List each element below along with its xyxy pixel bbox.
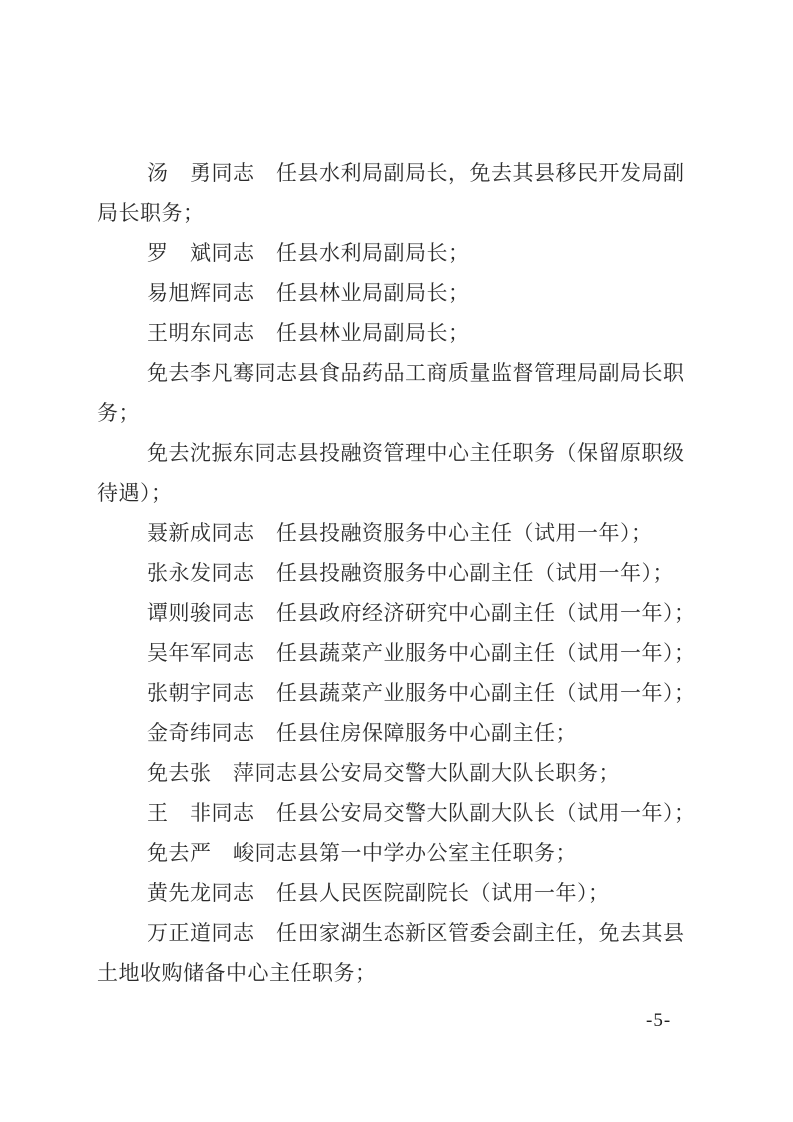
document-line: 土地收购储备中心主任职务； bbox=[97, 961, 377, 985]
document-line: 免去严 峻同志县第一中学办公室主任职务； bbox=[147, 841, 577, 865]
document-line: 局长职务； bbox=[97, 201, 205, 225]
document-line: 聂新成同志 任县投融资服务中心主任（试用一年）； bbox=[147, 521, 653, 545]
document-line: 易旭辉同志 任县林业局副局长； bbox=[147, 281, 470, 305]
document-line: 务； bbox=[97, 401, 140, 425]
document-line: 免去张 萍同志县公安局交警大队副大队长职务； bbox=[147, 761, 620, 785]
document-line: 张朝宇同志 任县蔬菜产业服务中心副主任（试用一年）； bbox=[147, 681, 696, 705]
document-line: 免去沈振东同志县投融资管理中心主任职务（保留原职级 bbox=[147, 441, 685, 465]
document-line: 罗 斌同志 任县水利局副局长； bbox=[147, 241, 470, 265]
document-line: 免去李凡骞同志县食品药品工商质量监督管理局副局长职 bbox=[147, 361, 685, 385]
document-line: 待遇）； bbox=[97, 481, 173, 505]
document-line: 万正道同志 任田家湖生态新区管委会副主任，免去其县 bbox=[147, 921, 685, 945]
document-line: 王 非同志 任县公安局交警大队副大队长（试用一年）； bbox=[147, 801, 696, 825]
document-body bbox=[97, 153, 697, 993]
document-line: 张永发同志 任县投融资服务中心副主任（试用一年）； bbox=[147, 561, 674, 585]
document-line: 金奇纬同志 任县住房保障服务中心副主任； bbox=[147, 721, 577, 745]
document-line: 吴年军同志 任县蔬菜产业服务中心副主任（试用一年）； bbox=[147, 641, 696, 665]
document-line: 谭则骏同志 任县政府经济研究中心副主任（试用一年）； bbox=[147, 601, 696, 625]
document-line: 汤 勇同志 任县水利局副局长，免去其县移民开发局副 bbox=[147, 161, 685, 185]
document-line: 王明东同志 任县林业局副局长； bbox=[147, 321, 470, 345]
document-line: 黄先龙同志 任县人民医院副院长（试用一年）； bbox=[147, 881, 610, 905]
page-number: -5- bbox=[646, 1010, 672, 1031]
